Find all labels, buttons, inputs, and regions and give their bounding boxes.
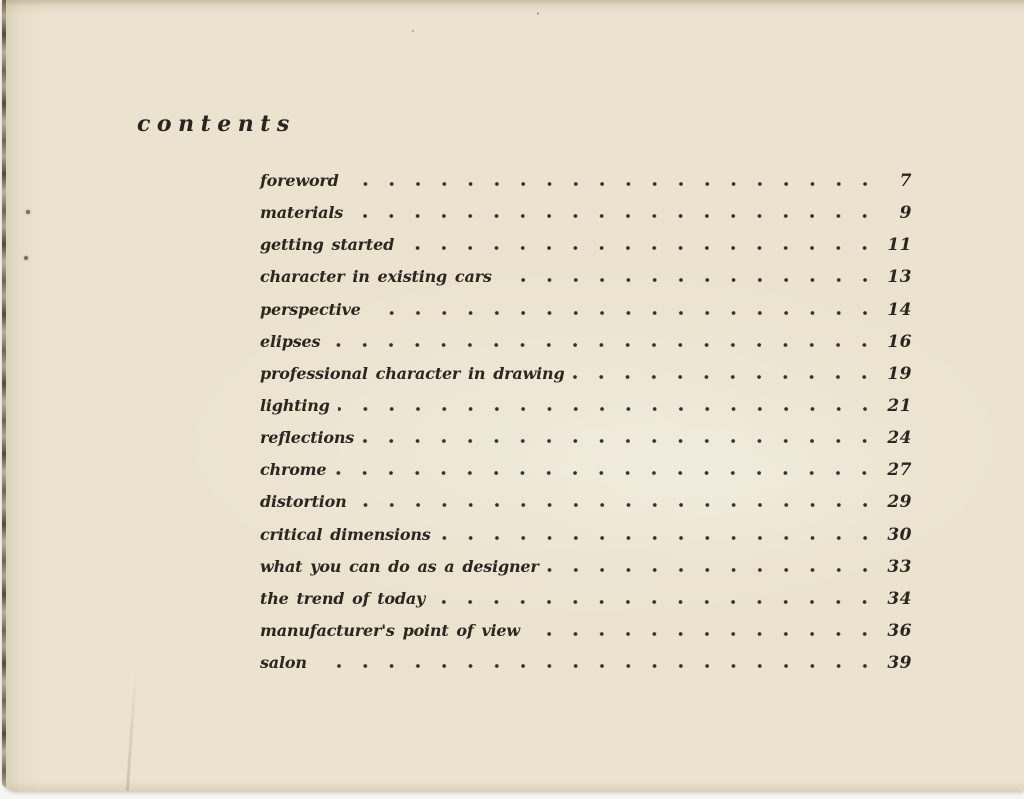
toc-entry-label: materials — [260, 203, 344, 223]
dot-leader — [439, 536, 878, 540]
toc-row — [260, 324, 912, 356]
toc-entry-label: lighting — [260, 395, 330, 415]
dot-leader — [347, 182, 878, 186]
toc-row — [260, 388, 912, 420]
dot-leader — [547, 568, 878, 572]
toc-entry-page: 30 — [887, 524, 912, 545]
toc-row — [260, 227, 912, 259]
toc-row — [260, 292, 912, 324]
toc-entry-label: elipses — [260, 331, 321, 351]
toc-entry-page: 24 — [887, 428, 912, 449]
toc-entry-page: 9 — [899, 203, 912, 224]
paper-crease — [126, 671, 137, 791]
toc-row — [260, 420, 912, 452]
toc-entry-label: foreword — [260, 171, 339, 190]
toc-entry-label: chrome — [260, 460, 327, 480]
page-title: contents — [137, 111, 296, 137]
paper-speck — [537, 12, 539, 15]
toc-row — [260, 452, 912, 484]
dot-leader — [338, 407, 878, 411]
dot-leader — [355, 503, 878, 507]
toc-row — [260, 549, 912, 581]
dot-leader — [433, 600, 878, 604]
dot-leader — [528, 632, 878, 636]
toc-entry-page: 11 — [887, 235, 912, 256]
toc-entry-page: 39 — [887, 653, 912, 674]
toc-entry-page: 36 — [887, 620, 912, 641]
toc-row — [260, 645, 912, 677]
dot-leader — [369, 311, 878, 315]
toc-entry-page: 34 — [887, 588, 912, 609]
toc-entry-page: 33 — [887, 556, 912, 577]
toc-entry-page: 16 — [887, 331, 912, 352]
toc-row — [260, 259, 912, 291]
toc-row — [260, 613, 912, 645]
dot-leader — [572, 375, 878, 379]
book-page — [2, 0, 1024, 791]
toc-row — [260, 484, 912, 516]
dot-leader — [328, 343, 878, 347]
toc-entry-label: the trend of today — [260, 588, 426, 608]
toc-entry-label: distortion — [260, 492, 347, 512]
toc-entry-label: what you can do as a designer — [260, 556, 539, 576]
toc-entry-page: 14 — [887, 299, 912, 320]
toc-entry-page: 27 — [887, 460, 912, 481]
paper-speck — [412, 30, 414, 32]
toc-entry-label: perspective — [260, 299, 361, 319]
toc-row — [260, 517, 912, 549]
binding-edge — [2, 0, 6, 787]
toc-entry-label: getting started — [260, 235, 395, 255]
toc-entry-label: critical dimensions — [260, 524, 431, 544]
dot-leader — [402, 246, 878, 250]
table-of-contents — [260, 163, 912, 677]
dot-leader — [315, 664, 878, 668]
toc-entry-label: salon — [260, 653, 307, 673]
toc-entry-page: 7 — [899, 171, 912, 191]
toc-row — [260, 356, 912, 388]
dot-leader — [334, 471, 878, 475]
dot-leader — [362, 439, 878, 443]
toc-entry-page: 21 — [887, 395, 912, 416]
toc-row — [260, 581, 912, 613]
stitch-hole — [26, 210, 30, 214]
toc-row — [260, 195, 912, 227]
toc-entry-page: 29 — [887, 492, 912, 513]
dot-leader — [351, 214, 878, 218]
toc-entry-label: manufacturer's point of view — [260, 620, 520, 640]
toc-entry-page: 19 — [887, 363, 912, 384]
toc-entry-page: 13 — [887, 267, 912, 288]
dot-leader — [500, 278, 878, 282]
toc-entry-label: reflections — [260, 428, 355, 448]
toc-entry-label: professional character in drawing — [260, 363, 565, 383]
stitch-hole — [24, 256, 28, 260]
toc-row — [260, 163, 912, 195]
toc-entry-label: character in existing cars — [260, 267, 492, 287]
